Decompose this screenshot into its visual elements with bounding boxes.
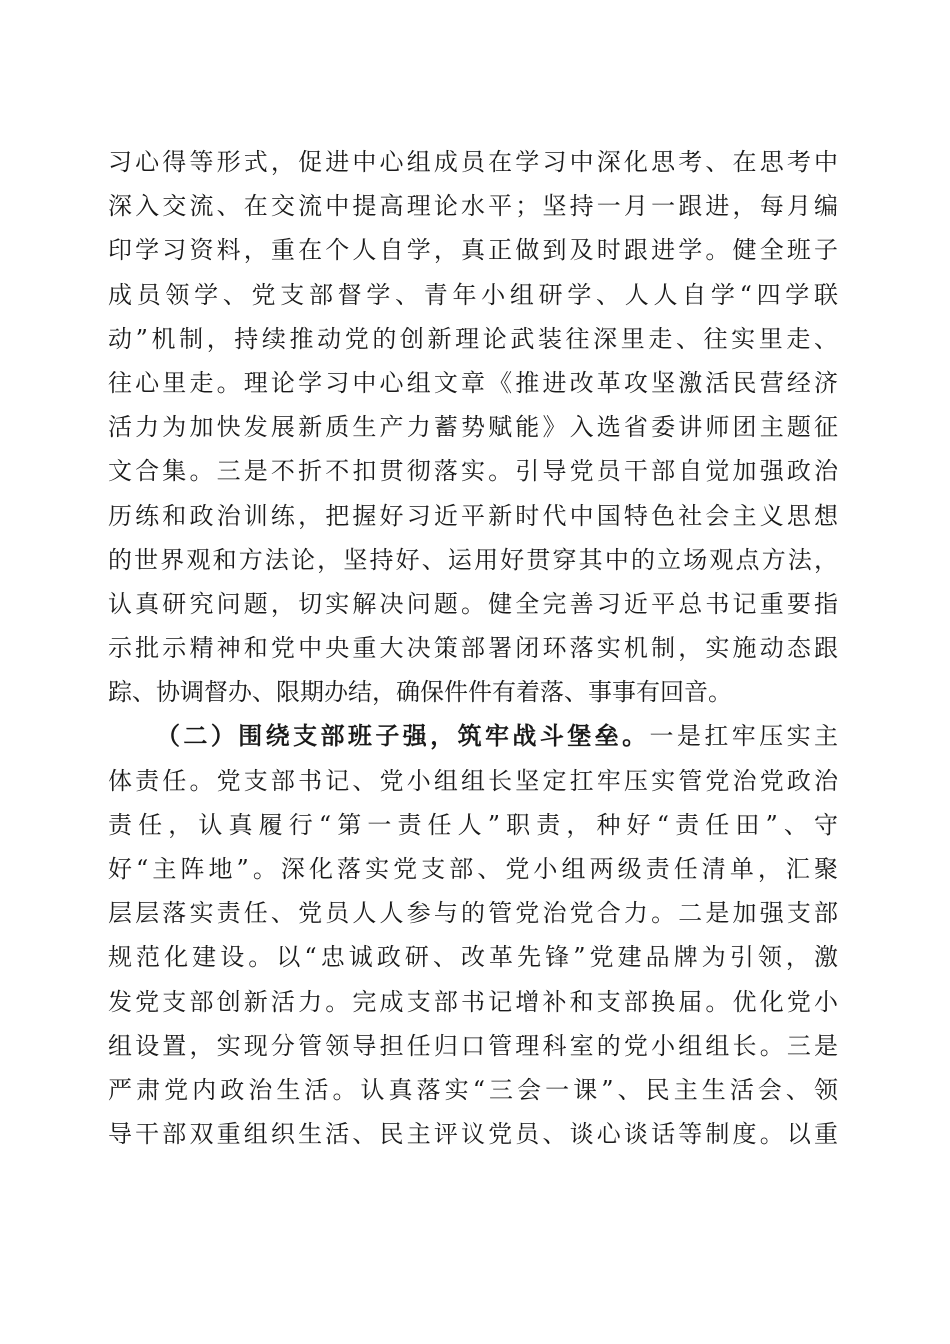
text-line: 踪、协调督办、限期办结，确保件件有着落、事事有回音。 bbox=[108, 678, 732, 707]
text-line: 示批示精神和党中央重大决策部署闭环落实机制，实施动态跟 bbox=[108, 634, 838, 663]
text-run: 一是扛牢压实主 bbox=[649, 722, 838, 751]
text-line: 发党支部创新活力。完成支部书记增补和支部换届。优化党小 bbox=[108, 987, 838, 1016]
text-line: 的世界观和方法论，坚持好、运用好贯穿其中的立场观点方法， bbox=[108, 545, 838, 574]
text-line: 习心得等形式，促进中心组成员在学习中深化思考、在思考中 bbox=[108, 148, 838, 176]
text-line: 认真研究问题，切实解决问题。健全完善习近平总书记重要指 bbox=[108, 589, 838, 618]
text-line: 动”机制，持续推动党的创新理论武装往深里走、往实里走、 bbox=[108, 324, 838, 353]
text-line: 组设置，实现分管领导担任归口管理科室的党小组组长。三是 bbox=[108, 1031, 838, 1060]
text-line: 深入交流、在交流中提高理论水平；坚持一月一跟进，每月编 bbox=[108, 192, 838, 221]
text-line: 文合集。三是不折不扣贯彻落实。引导党员干部自觉加强政治 bbox=[108, 457, 838, 486]
paragraph-first-line bbox=[108, 714, 838, 758]
section-heading: （二）围绕支部班子强，筑牢战斗堡垒。 bbox=[156, 721, 650, 751]
text-line: 历练和政治训练，把握好习近平新时代中国特色社会主义思想 bbox=[108, 501, 838, 530]
text-line: 体责任。党支部书记、党小组组长坚定扛牢压实管党治党政治 bbox=[108, 766, 838, 795]
paragraph-2 bbox=[108, 714, 838, 1156]
text-line: 活力为加快发展新质生产力蓄势赋能》入选省委讲师团主题征 bbox=[108, 413, 838, 442]
document-body bbox=[108, 140, 838, 1156]
paragraph-1 bbox=[108, 140, 838, 714]
text-line: 规范化建设。以“忠诚政研、改革先锋”党建品牌为引领，激 bbox=[108, 943, 838, 972]
text-line: 印学习资料，重在个人自学，真正做到及时跟进学。健全班子 bbox=[108, 236, 838, 265]
text-line: 成员领学、党支部督学、青年小组研学、人人自学“四学联 bbox=[108, 280, 838, 309]
text-line: 好“主阵地”。深化落实党支部、党小组两级责任清单，汇聚 bbox=[108, 855, 838, 883]
text-line: 往心里走。理论学习中心组文章《推进改革攻坚激活民营经济 bbox=[108, 368, 838, 397]
text-line: 严肃党内政治生活。认真落实“三会一课”、民主生活会、领 bbox=[108, 1075, 838, 1104]
text-line: 责任，认真履行“第一责任人”职责，种好“责任田”、守 bbox=[108, 810, 838, 839]
text-line: 层层落实责任、党员人人参与的管党治党合力。二是加强支部 bbox=[108, 899, 838, 928]
text-line: 导干部双重组织生活、民主评议党员、谈心谈话等制度。以重 bbox=[108, 1120, 838, 1149]
